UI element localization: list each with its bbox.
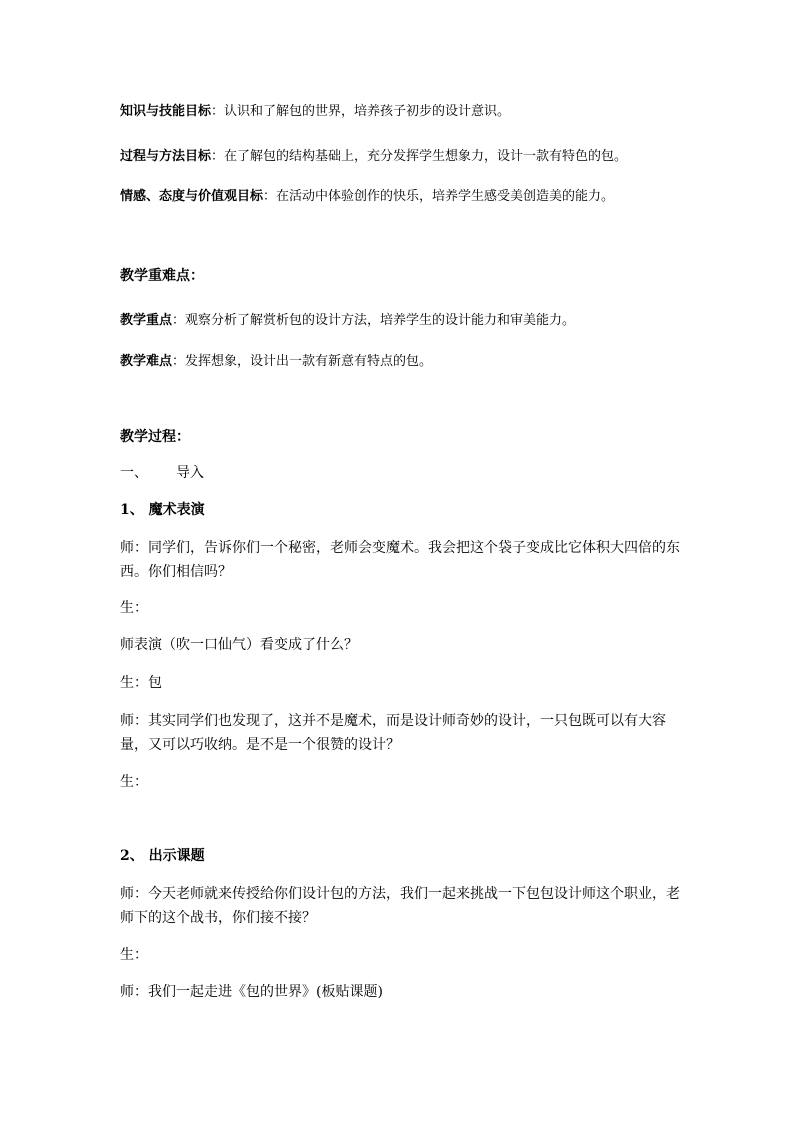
- section-title: 导入: [176, 465, 204, 481]
- dialogue-line: 师：其实同学们也发现了，这并不是魔术，而是设计师奇妙的设计，一只包既可以有大容量，又可以巧收纳。是不是一个很赞的设计？: [120, 713, 666, 753]
- key-point-difficulty: [120, 352, 690, 372]
- section-heading: [120, 463, 690, 483]
- key-point-text: 发挥想象，设计出一款有新意有特点的包。: [185, 354, 433, 369]
- dialogue-line: 生：: [120, 600, 148, 616]
- dialogue-line: 师表演（吹一口仙气）看变成了什么？: [120, 637, 358, 653]
- item-title-topic: 2、 出示课题: [120, 848, 205, 864]
- objective-label: 情感、态度与价值观目标: [120, 189, 264, 204]
- key-point-label: 教学难点: [120, 354, 173, 369]
- objective-separator: ：: [263, 189, 277, 204]
- objective-text: 在活动中体验创作的快乐，培养学生感受美创造美的能力。: [276, 189, 615, 204]
- key-points-heading: 教学重难点：: [120, 268, 204, 284]
- objective-emotion: [120, 187, 690, 207]
- key-point-label: 教学重点: [120, 313, 173, 328]
- key-point-separator: ：: [172, 354, 186, 369]
- dialogue-line: 生：: [120, 947, 148, 963]
- dialogue-line: 生：包: [120, 675, 162, 691]
- objective-process: [120, 147, 690, 167]
- objective-label: 过程与方法目标: [120, 149, 212, 164]
- dialogue-line: 师：今天老师就来传授给你们设计包的方法，我们一起来挑战一下包包设计师这个职业，老师下的这个战书，你们接不接？: [120, 886, 680, 926]
- item-title-magic: 1、 魔术表演: [120, 502, 205, 518]
- objective-label: 知识与技能目标: [120, 104, 212, 119]
- objective-knowledge: [120, 102, 690, 122]
- objective-separator: ：: [211, 104, 225, 119]
- key-point-separator: ：: [172, 313, 186, 328]
- dialogue-line: 生：: [120, 774, 148, 790]
- key-point-focus: [120, 311, 690, 331]
- key-point-text: 观察分析了解赏析包的设计方法，培养学生的设计能力和审美能力。: [185, 313, 576, 328]
- objective-text: 认识和了解包的世界，培养孩子初步的设计意识。: [224, 104, 511, 119]
- dialogue-line: 师：同学们，告诉你们一个秘密，老师会变魔术。我会把这个袋子变成比它体积大四倍的东西。你们相信吗？: [120, 540, 680, 580]
- section-number: 一、: [120, 465, 148, 481]
- dialogue-line: 师：我们一起走进《包的世界》(板贴课题): [120, 984, 383, 1000]
- objective-separator: ：: [211, 149, 225, 164]
- process-heading: 教学过程：: [120, 429, 190, 445]
- objective-text: 在了解包的结构基础上，充分发挥学生想象力，设计一款有特色的包。: [224, 149, 628, 164]
